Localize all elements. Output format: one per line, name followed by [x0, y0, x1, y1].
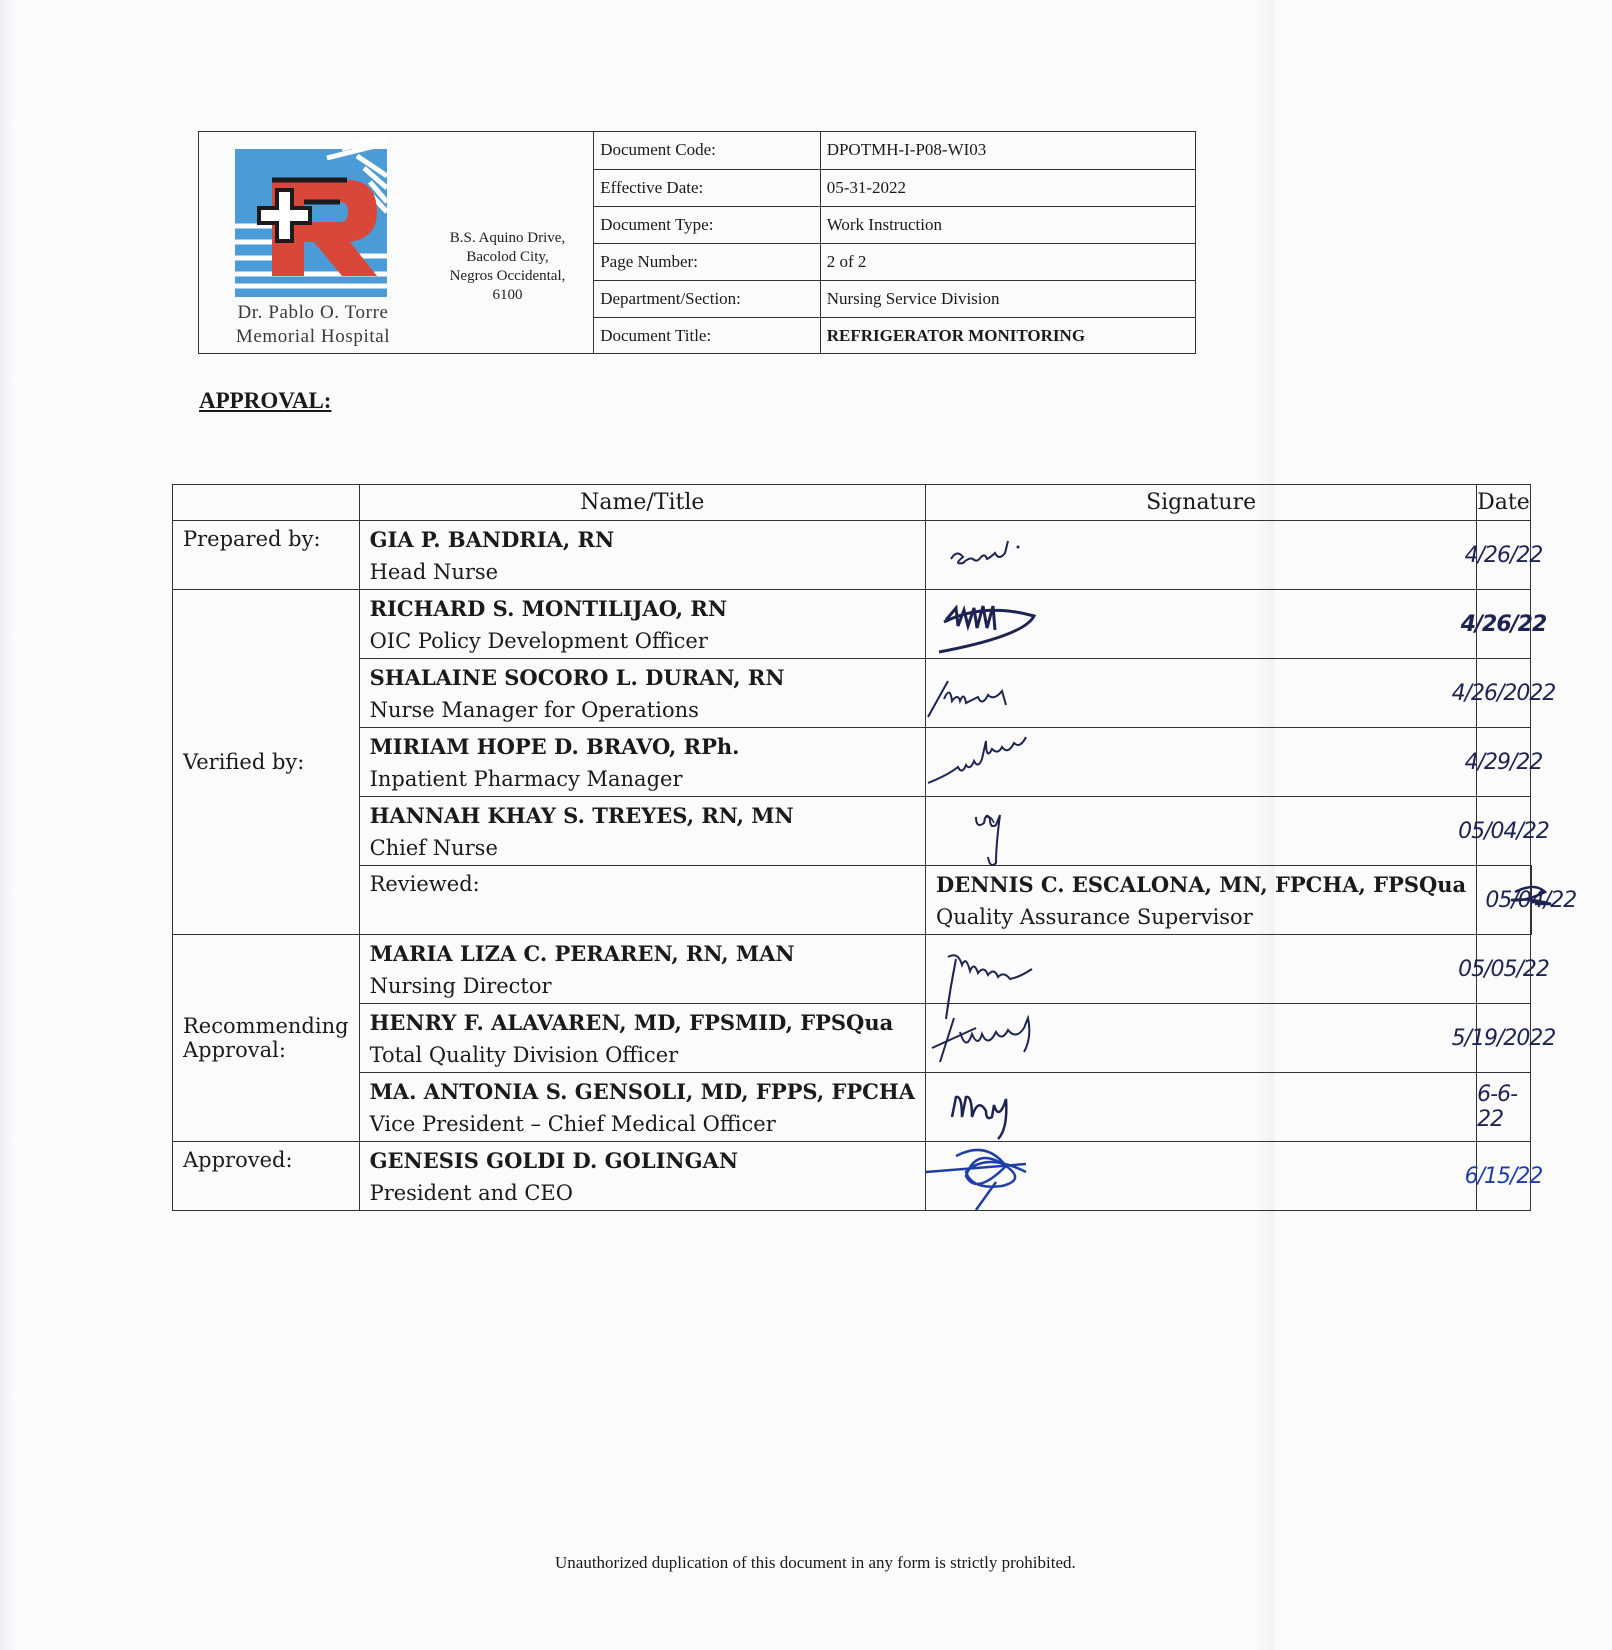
- name-title-column-header: Name/Title: [359, 485, 925, 521]
- person-name: HENRY F. ALAVAREN, MD, FPSMID, FPSQua: [369, 1010, 894, 1035]
- role-reviewed: Reviewed:: [359, 866, 925, 935]
- table-row: [173, 1073, 1532, 1142]
- person-name: MARIA LIZA C. PERAREN, RN, MAN: [369, 941, 795, 966]
- signature-column-header: Signature: [926, 485, 1477, 521]
- info-row-page-number: [594, 243, 1195, 280]
- info-label: Document Code:: [594, 132, 820, 169]
- hospital-logo: [232, 146, 392, 301]
- hospital-address: [425, 229, 590, 305]
- person-title: Nursing Director: [369, 974, 552, 998]
- date-cell: [1464, 1142, 1543, 1211]
- role-recommending-approval: [173, 935, 360, 1142]
- person-title: Vice President – Chief Medical Officer: [369, 1112, 776, 1136]
- date-cell: [1477, 1073, 1531, 1142]
- info-label: Department/Section:: [594, 280, 820, 317]
- table-row: [173, 866, 1532, 935]
- handwritten-date: 4/26/2022: [1451, 680, 1556, 706]
- info-label: Page Number:: [594, 243, 820, 280]
- date-cell: [1464, 728, 1543, 797]
- handwritten-date: 4/26/22: [1464, 542, 1543, 568]
- signature-cell: [926, 728, 1477, 797]
- address-line1: B.S. Aquino Drive,: [449, 230, 566, 246]
- person-name: GENESIS GOLDI D. GOLINGAN: [369, 1148, 739, 1173]
- hospital-name-line2: Memorial Hospital: [235, 326, 391, 347]
- info-row-type: [594, 206, 1195, 243]
- handwritten-date: 5/19/2022: [1451, 1025, 1556, 1051]
- table-row: [173, 1142, 1532, 1211]
- address-line2: Bacolod City,: [466, 249, 549, 265]
- date-cell: [1458, 797, 1549, 866]
- role-prepared: Prepared by:: [173, 521, 360, 590]
- document-info-table: [594, 132, 1195, 354]
- date-cell: [1458, 935, 1549, 1004]
- signature-cell: [926, 1004, 1477, 1073]
- person-name: RICHARD S. MONTILIJAO, RN: [369, 596, 728, 621]
- address-line3: Negros Occidental,: [449, 268, 566, 284]
- signature-mark: [926, 797, 1061, 866]
- info-value: Nursing Service Division: [820, 280, 1195, 317]
- date-cell: [1460, 590, 1547, 659]
- hospital-branding: [199, 132, 594, 353]
- handwritten-date: 4/29/22: [1464, 749, 1543, 775]
- info-row-department: [594, 280, 1195, 317]
- signature-cell: [926, 521, 1477, 590]
- signature-cell: [926, 1142, 1477, 1211]
- signature-cell: [926, 590, 1477, 659]
- role-column-header: [173, 485, 360, 521]
- handwritten-date: 05/05/22: [1458, 956, 1549, 982]
- address-line4: 6100: [492, 287, 523, 303]
- name-cell: [926, 866, 1477, 935]
- info-value: 2 of 2: [820, 243, 1195, 280]
- signature-cell: [926, 1073, 1477, 1142]
- table-row: [173, 659, 1532, 728]
- name-cell: [359, 590, 925, 659]
- table-row: [173, 797, 1532, 866]
- signature-mark: [926, 1142, 1061, 1211]
- info-row-code: [594, 132, 1195, 169]
- person-name: SHALAINE SOCORO L. DURAN, RN: [369, 665, 785, 690]
- date-cell: [1451, 1004, 1556, 1073]
- table-row: [173, 521, 1532, 590]
- footer-disclaimer: Unauthorized duplication of this document in any form is strictly prohibited.: [555, 1553, 1076, 1572]
- approval-table: [172, 484, 1577, 1211]
- person-title: OIC Policy Development Officer: [369, 629, 708, 653]
- person-title: President and CEO: [369, 1181, 573, 1205]
- hospital-name: [213, 301, 413, 349]
- person-title: Quality Assurance Supervisor: [936, 905, 1253, 929]
- person-name: DENNIS C. ESCALONA, MN, FPCHA, FPSQua: [936, 872, 1467, 897]
- info-row-title: [594, 317, 1195, 354]
- signature-mark: [926, 1073, 1061, 1142]
- handwritten-date: 6-6-22: [1477, 1082, 1518, 1132]
- info-value: Work Instruction: [820, 206, 1195, 243]
- name-cell: [359, 1004, 925, 1073]
- name-cell: [359, 935, 925, 1004]
- info-label: Document Type:: [594, 206, 820, 243]
- name-cell: [359, 797, 925, 866]
- role-recommending-line2: Approval:: [183, 1038, 286, 1062]
- info-value: 05-31-2022: [820, 169, 1195, 206]
- person-name: MIRIAM HOPE D. BRAVO, RPh.: [369, 734, 740, 759]
- approval-heading: APPROVAL:: [199, 388, 332, 413]
- hospital-name-line1: Dr. Pablo O. Torre: [237, 302, 389, 323]
- signature-mark: [926, 659, 1061, 728]
- signature-mark: [926, 1004, 1061, 1073]
- info-value: DPOTMH-I-P08-WI03: [820, 132, 1195, 169]
- person-title: Nurse Manager for Operations: [369, 698, 699, 722]
- handwritten-date: 6/15/22: [1464, 1163, 1543, 1189]
- approval-header-row: [173, 485, 1532, 521]
- date-column-header: Date: [1477, 485, 1531, 521]
- person-name: HANNAH KHAY S. TREYES, RN, MN: [369, 803, 794, 828]
- role-approved: Approved:: [173, 1142, 360, 1211]
- person-title: Chief Nurse: [369, 836, 498, 860]
- person-title: Head Nurse: [369, 560, 499, 584]
- date-cell: [1464, 521, 1543, 590]
- name-cell: [359, 659, 925, 728]
- person-title: Inpatient Pharmacy Manager: [369, 767, 683, 791]
- handwritten-date: 05/04/22: [1458, 818, 1549, 844]
- table-row: [173, 728, 1532, 797]
- date-cell: [1451, 659, 1556, 728]
- signature-mark: [926, 590, 1061, 659]
- person-name: GIA P. BANDRIA, RN: [369, 527, 615, 552]
- signature-mark: [926, 728, 1061, 797]
- info-label: Document Title:: [594, 317, 820, 354]
- document-header: [198, 131, 1196, 354]
- date-cell: 05/04/22: [1530, 866, 1531, 935]
- table-row: [173, 590, 1532, 659]
- signature-cell: [926, 797, 1477, 866]
- signature-cell: [926, 935, 1477, 1004]
- role-recommending-line1: Recommending: [183, 1014, 349, 1038]
- signature-cell: [926, 659, 1477, 728]
- person-title: Total Quality Division Officer: [369, 1043, 679, 1067]
- info-label: Effective Date:: [594, 169, 820, 206]
- signature-mark: [926, 521, 1061, 590]
- table-row: [173, 935, 1532, 1004]
- name-cell: [359, 728, 925, 797]
- table-row: [173, 1004, 1532, 1073]
- name-cell: [359, 521, 925, 590]
- handwritten-date: 4/26/22: [1460, 611, 1547, 637]
- name-cell: [359, 1142, 925, 1211]
- role-verified: Verified by:: [173, 590, 360, 935]
- info-row-effective-date: [594, 169, 1195, 206]
- signature-mark: [926, 935, 1061, 1004]
- info-value: REFRIGERATOR MONITORING: [826, 325, 1086, 345]
- name-cell: [359, 1073, 925, 1142]
- person-name: MA. ANTONIA S. GENSOLI, MD, FPPS, FPCHA: [369, 1079, 916, 1104]
